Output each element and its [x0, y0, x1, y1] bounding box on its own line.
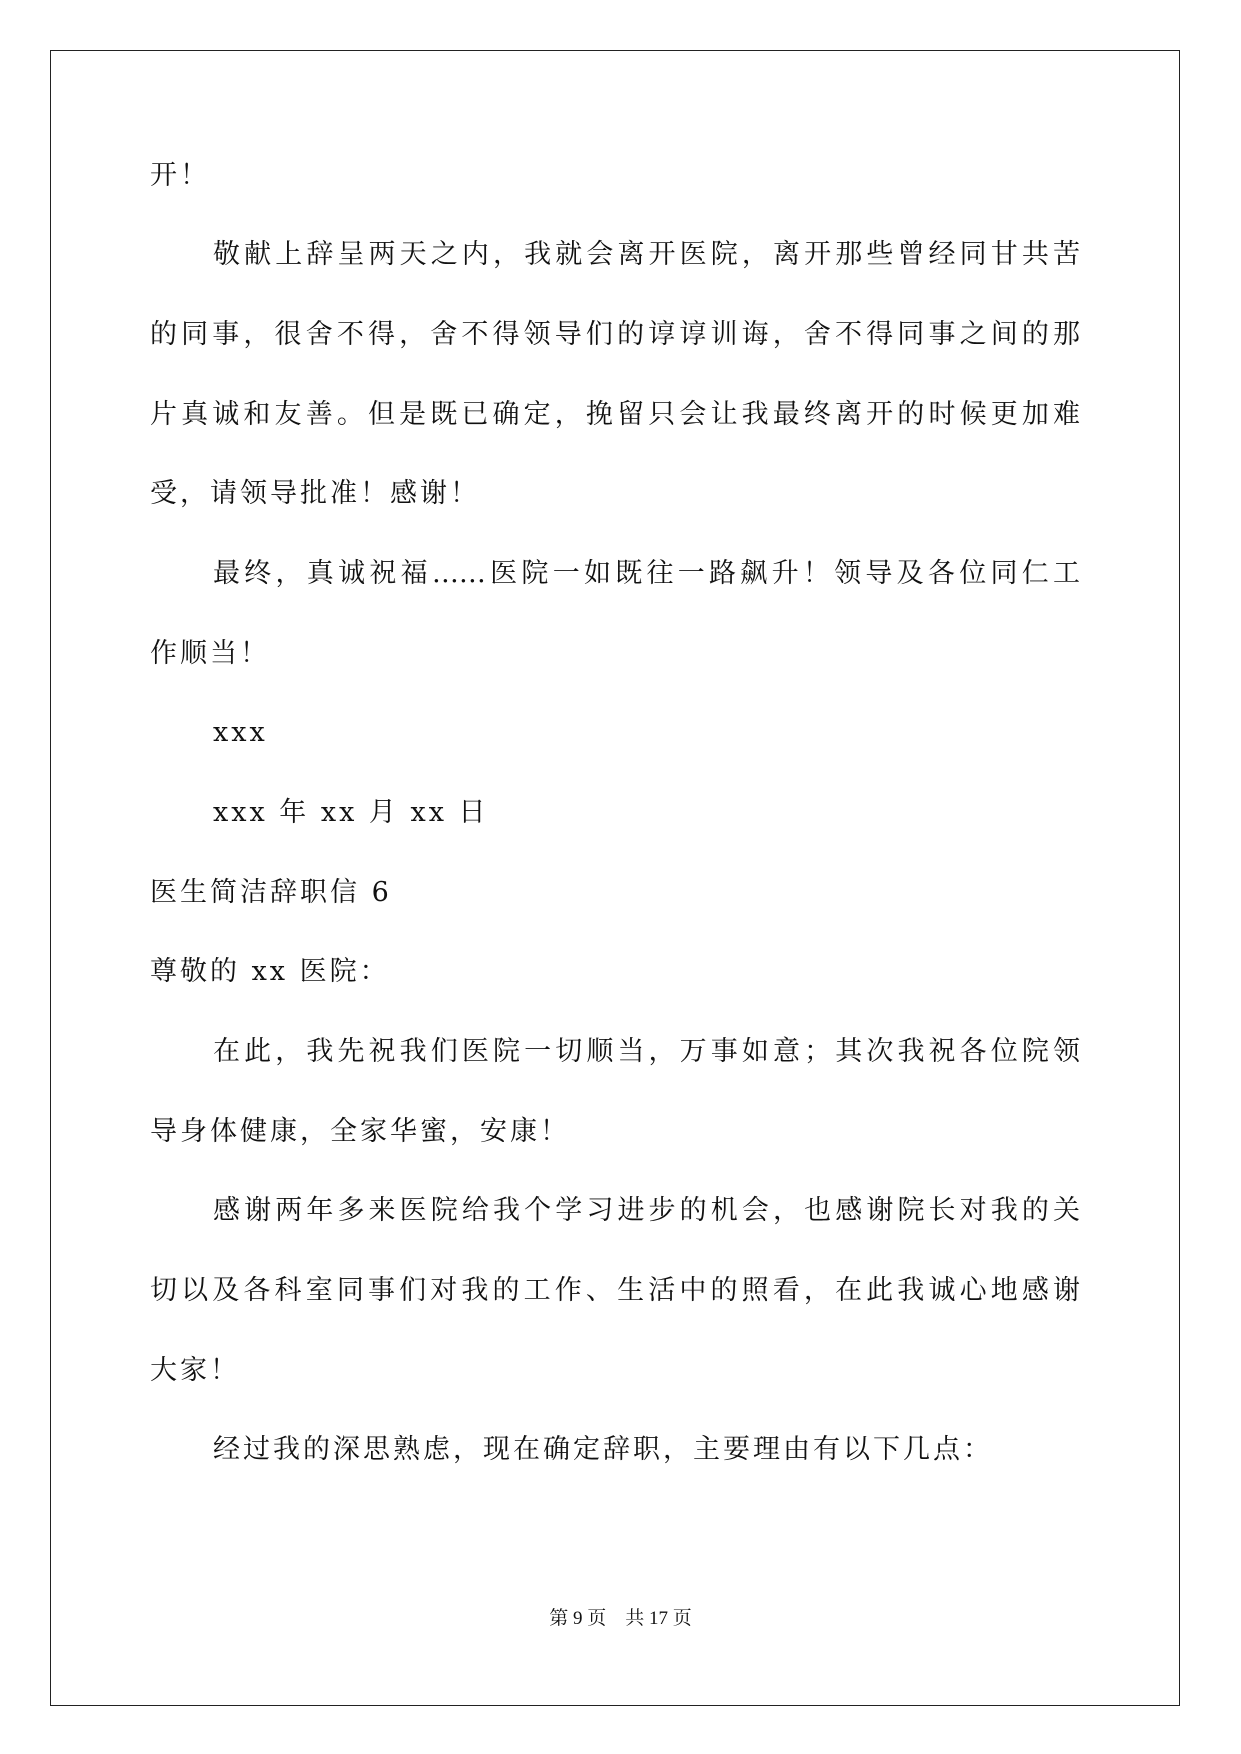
text-line: 切以及各科室同事们对我的工作、生活中的照看，在此我诚心地感谢 [150, 1275, 1080, 1306]
text-line: 受，请领导批准！感谢！ [150, 478, 480, 509]
text-line: 经过我的深思熟虑，现在确定辞职，主要理由有以下几点： [213, 1434, 993, 1465]
text-line: 导身体健康，全家华蜜，安康！ [150, 1116, 570, 1147]
text-line: 作顺当！ [150, 638, 270, 669]
text-line: 感谢两年多来医院给我个学习进步的机会，也感谢院长对我的关 [213, 1195, 1080, 1226]
text-line: 片真诚和友善。但是既已确定，挽留只会让我最终离开的时候更加难 [150, 399, 1080, 430]
page-number-footer: 第 9 页 共 17 页 [549, 1608, 692, 1629]
signature-date: xxx 年 xx 月 xx 日 [213, 797, 489, 828]
text-line: 敬献上辞呈两天之内，我就会离开医院，离开那些曾经同甘共苦 [213, 239, 1080, 270]
section-heading: 医生简洁辞职信 6 [150, 877, 392, 908]
text-line: 大家！ [150, 1355, 240, 1386]
salutation: 尊敬的 xx 医院： [150, 956, 390, 987]
text-line: 在此，我先祝我们医院一切顺当，万事如意；其次我祝各位院领 [213, 1036, 1080, 1067]
text-line: 最终，真诚祝福……医院一如既往一路飙升！领导及各位同仁工 [213, 558, 1080, 589]
text-line: 开！ [150, 160, 210, 191]
text-line: 的同事，很舍不得，舍不得领导们的谆谆训诲，舍不得同事之间的那 [150, 319, 1080, 350]
signature-name: xxx [213, 717, 268, 748]
